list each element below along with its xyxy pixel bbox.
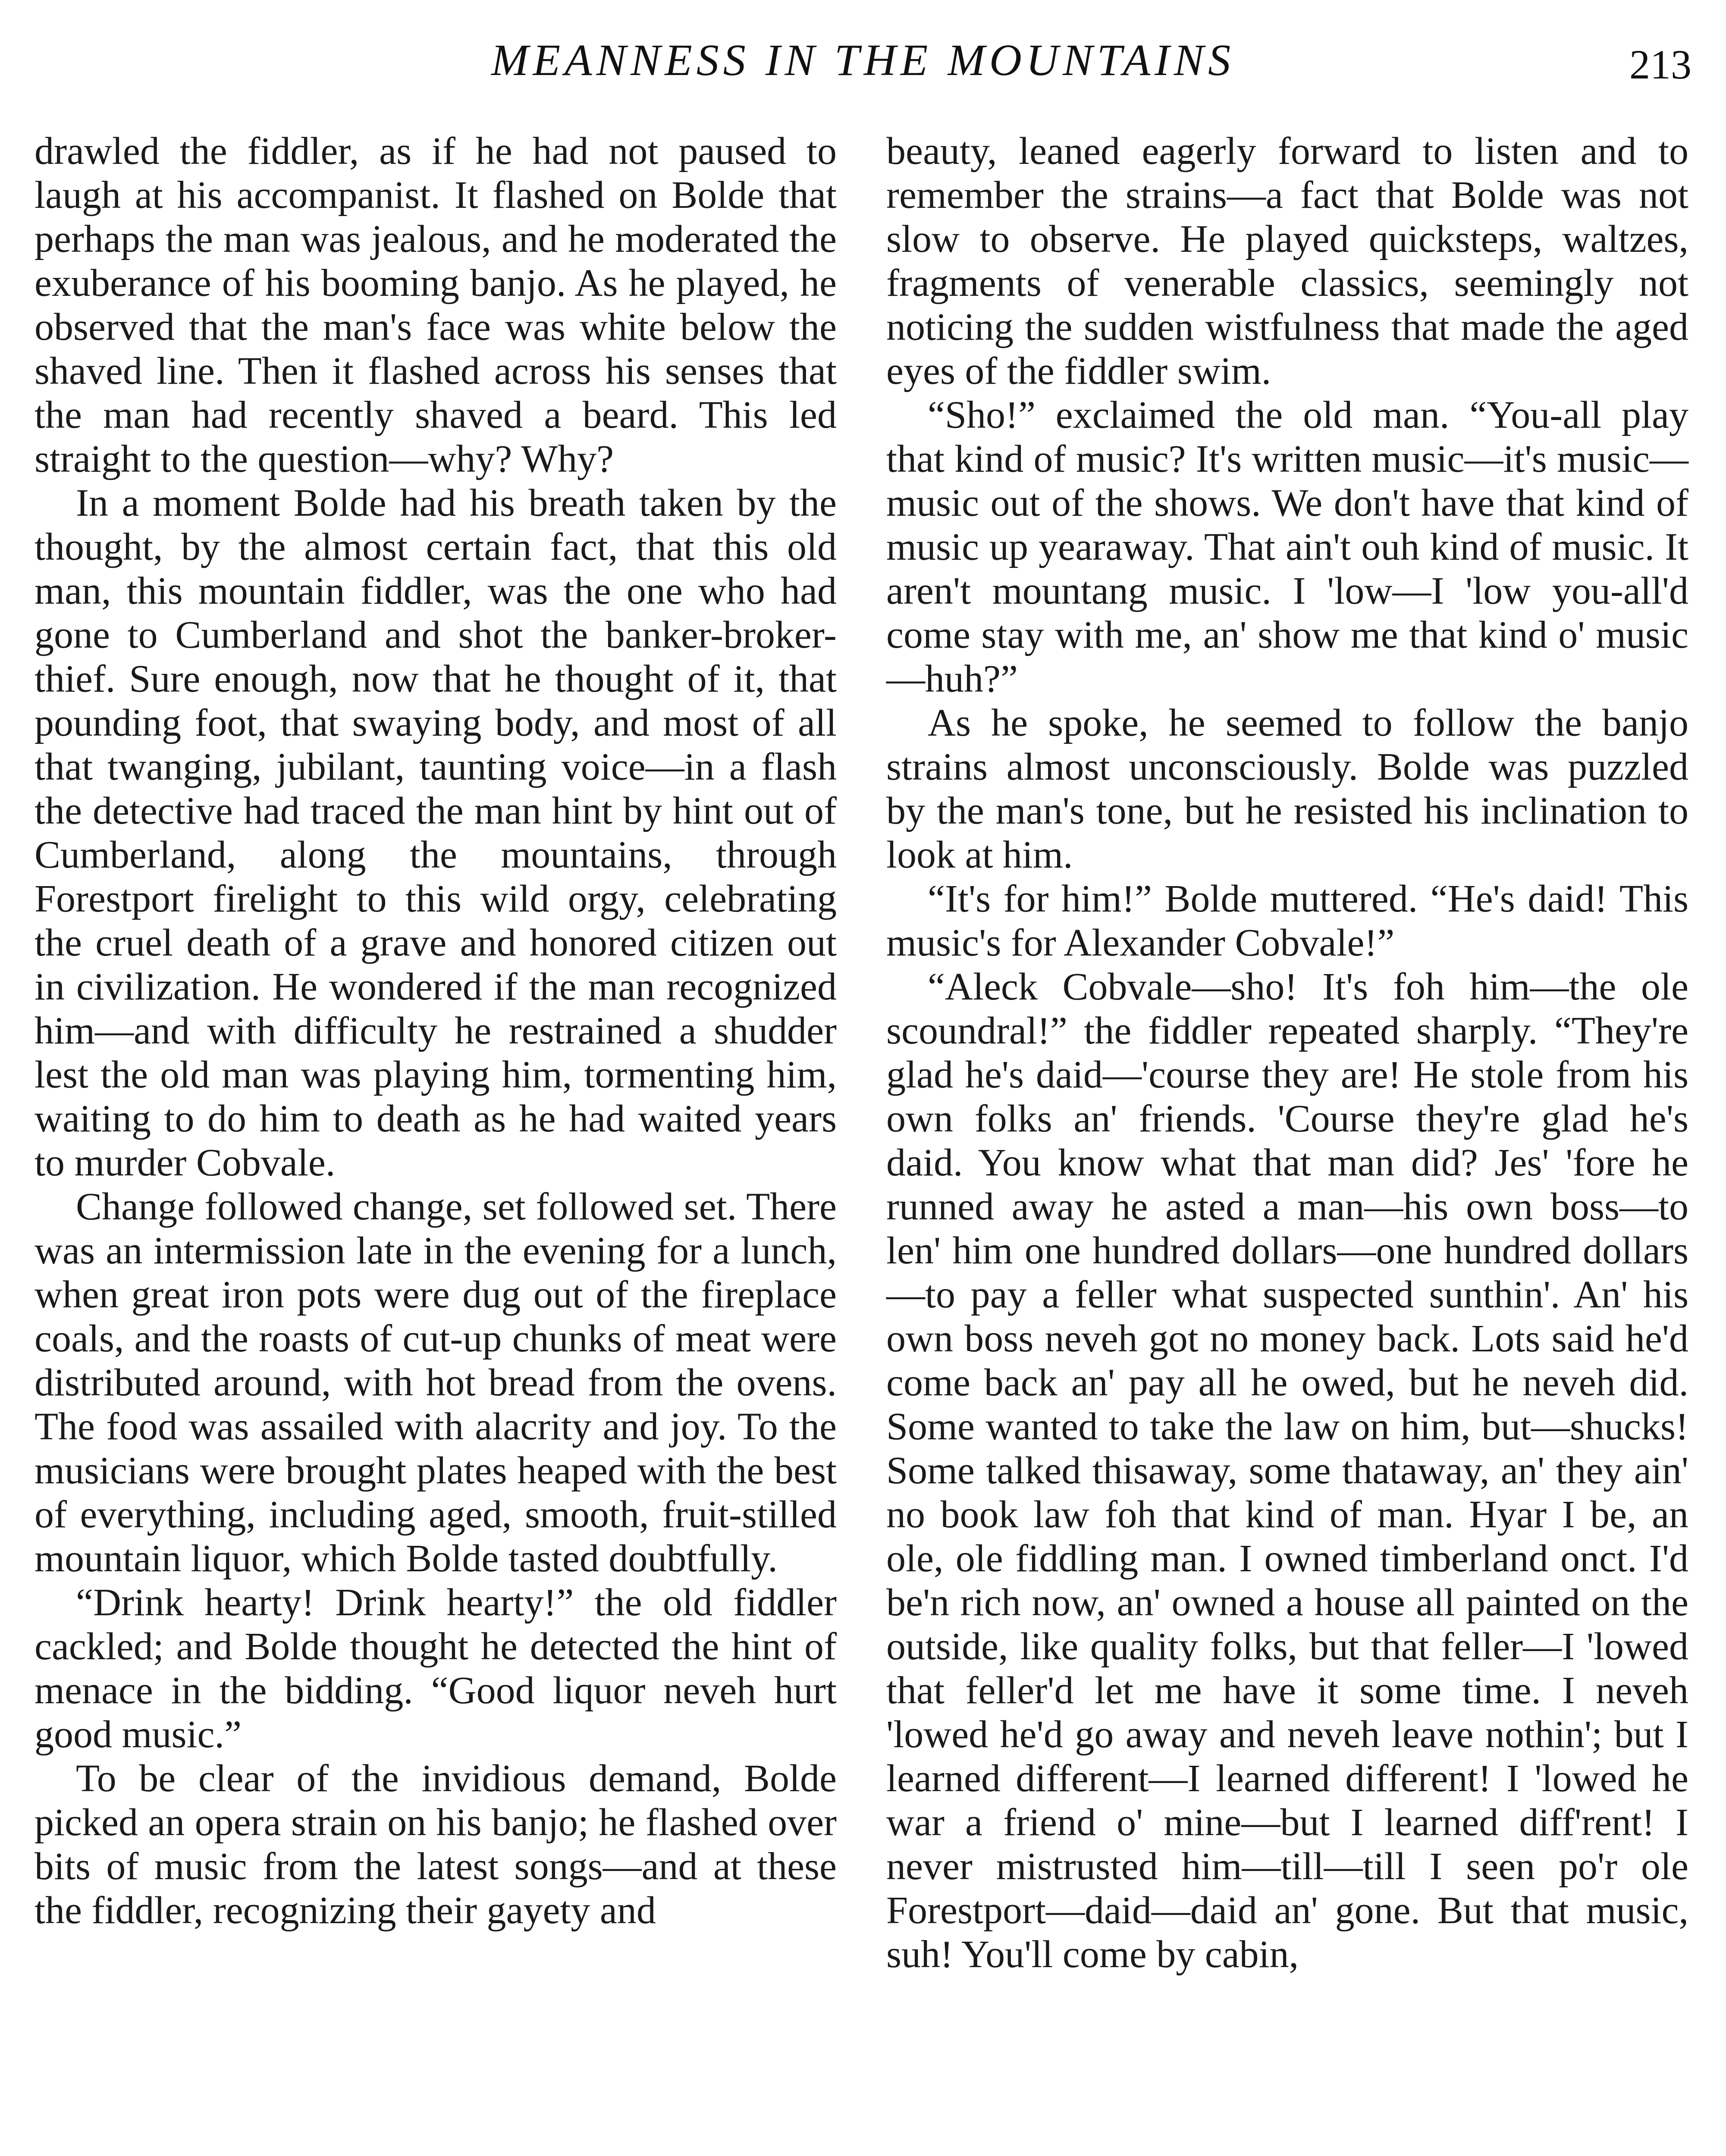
paragraph: “Aleck Cobvale—sho! It's foh him—the ole scoundral!” the fiddler repeated sharply. “They're glad he's daid—'course they are! He stole from his own folks an' friends. 'Course they're glad he's daid. You know what that man did? Jes' 'fore he runned away he asted a man—his own boss—to len' him one hundred dollars—one hundred dollars—to pay a feller what suspected sunthin'. An' his own boss neveh got no money back. Lots said he'd come back an' pay all he owed, but he neveh did. Some wanted to take the law on him, but—shucks! Some talked thisaway, some thataway, an' they ain' no book law foh that kind of man. Hyar I be, an ole, ole fiddling man. I owned timberland onct. I'd be'n rich now, an' owned a house all painted on the outside, like quality folks, but that feller—I 'lowed that feller'd let me have it some time. I neveh 'lowed he'd go away and neveh leave nothin'; but I learned different—I learned different! I 'lowed he war a friend o' mine—but I learned diff'rent! I never mistrusted him—till—till I seen po'r ole Forestport—daid—daid an' gone. But that music, suh! You'll come by cabin, bbox=[886, 965, 1688, 1976]
paragraph: beauty, leaned eagerly forward to listen and to remember the strains—a fact that Bolde was not slow to observe. He played quicksteps, waltzes, fragments of venerable classics, seemingly not noticing the sudden wistfulness that made the aged eyes of the fiddler swim. bbox=[886, 130, 1688, 392]
paragraph: In a moment Bolde had his breath taken by the thought, by the almost certain fact, that this old man, this mountain fiddler, was the one who had gone to Cumberland and shot the banker-broker-thief. Sure enough, now that he thought of it, that pounding foot, that swaying body, and most of all that twanging, jubilant, taunting voice—in a flash the detective had traced the man hint by hint out of Cumberland, along the mountains, through Forestport firelight to this wild orgy, celebrating the cruel death of a grave and honored citizen out in civilization. He wondered if the man recognized him—and with difficulty he restrained a shudder lest the old man was playing him, tormenting him, waiting to do him to death as he had waited years to murder Cobvale. bbox=[35, 482, 837, 1184]
paragraph: “Drink hearty! Drink hearty!” the old fiddler cackled; and Bolde thought he detected the hint of menace in the bidding. “Good liquor neveh hurt good music.” bbox=[35, 1581, 837, 1756]
right-column bbox=[886, 129, 1688, 1977]
paragraph: As he spoke, he seemed to follow the banjo strains almost unconsciously. Bolde was puzzled by the man's tone, but he resisted his inclination to look at him. bbox=[886, 702, 1688, 876]
page-number: 213 bbox=[1629, 41, 1691, 88]
page-header bbox=[0, 30, 1726, 91]
paragraph: Change followed change, set followed set. There was an intermission late in the evening for a lunch, when great iron pots were dug out of the fireplace coals, and the roasts of cut-up chunks of meat were distributed around, with hot bread from the ovens. The food was assailed with alacrity and joy. To the musicians were brought plates heaped with the best of everything, including aged, smooth, fruit-stilled mountain liquor, which Bolde tasted doubtfully. bbox=[35, 1185, 837, 1580]
paragraph: drawled the fiddler, as if he had not paused to laugh at his accompanist. It flashed on Bolde that perhaps the man was jealous, and he moderated the exuberance of his booming banjo. As he played, he observed that the man's face was white below the shaved line. Then it flashed across his senses that the man had recently shaved a beard. This led straight to the question—why? Why? bbox=[35, 130, 837, 480]
running-title: MEANNESS IN THE MOUNTAINS bbox=[491, 35, 1235, 85]
left-column bbox=[35, 129, 837, 1933]
paragraph: To be clear of the invidious demand, Bolde picked an opera strain on his banjo; he flashed over bits of music from the latest songs—and at these the fiddler, recognizing their gayety and bbox=[35, 1757, 837, 1932]
paragraph: “It's for him!” Bolde muttered. “He's daid! This music's for Alexander Cobvale!” bbox=[886, 877, 1688, 964]
column-gutter bbox=[847, 138, 848, 2156]
paragraph: “Sho!” exclaimed the old man. “You-all play that kind of music? It's written music—it's music—music out of the shows. We don't have that kind of music up yearaway. That ain't ouh kind of music. It aren't mountang music. I 'low—I 'low you-all'd come stay with me, an' show me that kind o' music—huh?” bbox=[886, 394, 1688, 700]
